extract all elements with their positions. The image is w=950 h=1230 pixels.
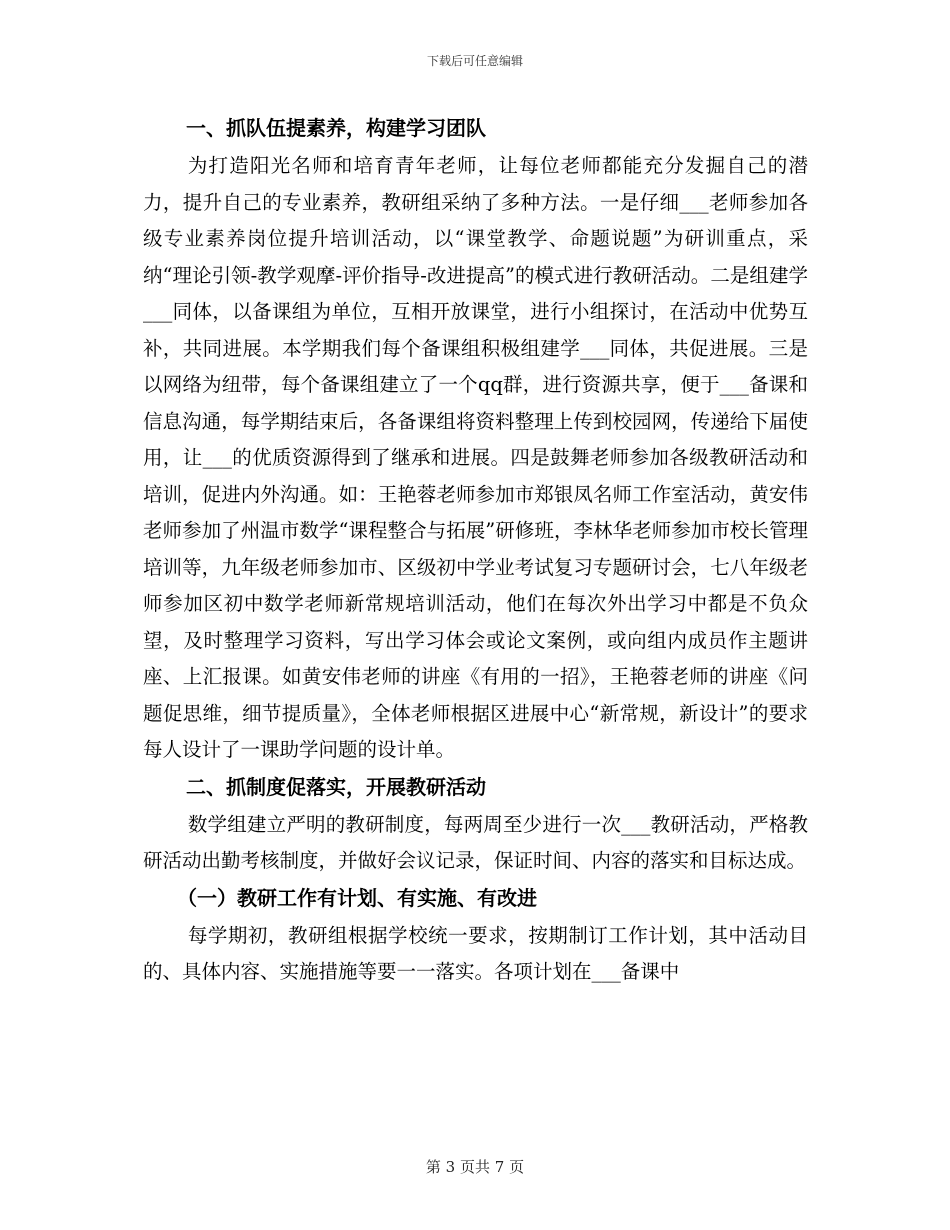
subsection-paragraph-1: 每学期初，教研组根据学校统一要求，按期制订工作计划，其中活动目的、具体内容、实施措施等要一一落实。各项计划在___备课中 (143, 923, 808, 983)
subsection-heading-1: （一）教研工作有计划、有实施、有改进 (177, 885, 537, 910)
page-header-note: 下载后可任意编辑 (426, 54, 523, 68)
section-heading-2: 二、抓制度促落实，开展教研活动 (186, 774, 486, 799)
section-paragraph-2: 数学组建立严明的教研制度，每两周至少进行一次___教研活动，严格教研活动出勤考核制度，并做好会议记录，保证时间、内容的落实和目标达成。 (143, 812, 808, 872)
section-paragraph-1: 为打造阳光名师和培育青年老师，让每位老师都能充分发掘自己的潜力，提升自己的专业素养，教研组采纳了多种方法。一是仔细___老师参加各级专业素养岗位提升培训活动，以“课堂教学、命题说题”为研训重点，采纳“理论引领-教学观摩-评价指导-改进提高”的模式进行教研活动。二是组建学___同体，以备课组为单位，互相开放课堂，进行小组探讨，在活动中优势互补，共同进展。本学期我们每个备课组积极组建学___同体，共促进展。三是以网络为纽带，每个备课组建立了一个qq群，进行资源共享，便于___备课和信息沟通，每学期结束后，各备课组将资料整理上传到校园网，传递给下届使用，让___的优质资源得到了继承和进展。四是鼓舞老师参加各级教研活动和培训，促进内外沟通。如：王艳蓉老师参加市郑银凤名师工作室活动，黄安伟老师参加了州温市数学“课程整合与拓展”研修班，李林华老师参加市校长管理培训等，九年级老师参加市、区级初中学业考试复习专题研讨会，七八年级老师参加区初中数学老师新常规培训活动，他们在每次外出学习中都是不负众望，及时整理学习资料，写出学习体会或论文案例，或向组内成员作主题讲座、上汇报课。如黄安伟老师的讲座《有用的一招》，王艳蓉老师的讲座《问题促思维，细节提质量》，全体老师根据区进展中心“新常规，新设计”的要求每人设计了一课助学问题的设计单。 (143, 154, 808, 761)
document-body (143, 112, 808, 991)
page-footer-number: 第 3 页共 7 页 (425, 1158, 525, 1176)
section-heading-1: 一、抓队伍提素养，构建学习团队 (186, 116, 486, 140)
